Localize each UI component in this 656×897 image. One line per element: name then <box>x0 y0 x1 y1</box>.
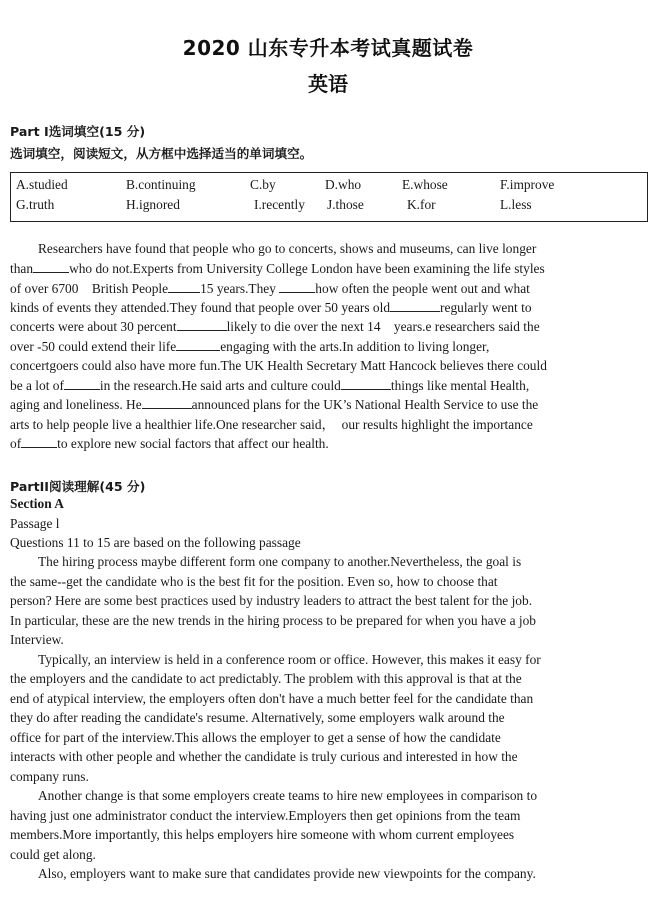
passage1-line-10: arts to help people live a healthier life.One researcher said， our results highlight the importance <box>10 417 533 432</box>
answer-blank-7[interactable] <box>64 378 100 390</box>
passage2-line-8: end of atypical interview, the employers often don't have a much better feel for the candidate than <box>10 691 534 706</box>
answer-blank-4[interactable] <box>390 300 440 312</box>
passage1-line-5: concerts were about 30 percent likely to die over the next 14 years.e researchers said the <box>10 319 540 334</box>
passage2-line-7: the employers and the candidate to act predictably. The problem with this approval is that at the <box>10 671 522 686</box>
passage1-line-11: of to explore new social factors that affect our health. <box>10 436 329 451</box>
passage2-line-16: could get along. <box>10 847 96 862</box>
part1-instruction: 选词填空，阅读短文，从方框中选择适当的单词填空。 <box>10 146 313 161</box>
passage2-line-1: The hiring process maybe different form one company to another.Nevertheless, the goal is <box>38 554 522 569</box>
passage2-line-9: they do after reading the candidate's resume. Alternatively, some employers walk around the <box>10 710 505 725</box>
passage1-line-3: of over 6700 British People 15 years.They how often the people went out and what <box>10 281 530 296</box>
option-g: G.truth <box>16 197 55 212</box>
questions-note: Questions 11 to 15 are based on the following passage <box>10 535 301 550</box>
passage2-line-12: company runs. <box>10 769 89 784</box>
option-b: B.continuing <box>126 177 196 192</box>
passage2-line-17: Also, employers want to make sure that candidates provide new viewpoints for the company. <box>38 866 536 881</box>
passage1-line-2: than who do not.Experts from University College London have been examining the life styles <box>10 261 545 276</box>
passage2-line-14: having just one administrator conduct the interview.Employers then get opinions from the team <box>10 808 521 823</box>
passage1-line-1: Researchers have found that people who go to concerts, shows and museums, can live longer <box>38 241 537 256</box>
passage-label: Passage l <box>10 516 60 531</box>
exam-subject: 英语 <box>308 72 348 96</box>
passage2-line-5: Interview. <box>10 632 64 647</box>
passage2-line-15: members.More importantly, this helps employers hire someone with whom current employees <box>10 827 515 842</box>
passage1-line-4: kinds of events they attended.They found that people over 50 years old regularly went to <box>10 300 532 315</box>
answer-blank-3[interactable] <box>279 281 315 293</box>
option-i: I.recently <box>254 197 305 212</box>
passage2-line-11: interacts with other people and whether the candidate is truly curious and interested in how the <box>10 749 518 764</box>
option-h: H.ignored <box>126 197 180 212</box>
word-options-box <box>10 172 648 222</box>
passage2-line-2: the same--get the candidate who is the best fit for the position. Even so, how to choose that <box>10 574 498 589</box>
exam-title: 2020 山东专升本考试真题试卷 <box>182 36 474 60</box>
passage1-line-6: over -50 could extend their life engaging with the arts.In addition to living longer, <box>10 339 490 354</box>
passage1-line-7: concertgoers could also have more fun.The UK Health Secretary Matt Hancock believes there could <box>10 358 547 373</box>
option-j: J.those <box>327 197 364 212</box>
passage1-line-9: aging and loneliness. He announced plans for the UK’s National Health Service to use the <box>10 397 539 412</box>
section-a-heading: Section A <box>10 496 64 511</box>
option-f: F.improve <box>500 177 555 192</box>
option-d: D.who <box>325 177 362 192</box>
passage2-line-13: Another change is that some employers create teams to hire new employees in comparison to <box>38 788 538 803</box>
passage2-line-3: person? Here are some best practices used by industry leaders to attract the best talent for the job. <box>10 593 533 608</box>
option-l: L.less <box>500 197 532 212</box>
part2-heading: PartII阅读理解(45 分) <box>10 479 146 494</box>
passage2-line-10: office for part of the interview.This allows the employer to get a sense of how the candidate <box>10 730 501 745</box>
option-c: C.by <box>250 177 276 192</box>
passage2-line-4: In particular, these are the new trends in the hiring process to be prepared for when you have a job <box>10 613 536 628</box>
answer-blank-1[interactable] <box>33 261 69 273</box>
answer-blank-2[interactable] <box>168 281 200 293</box>
answer-blank-6[interactable] <box>176 339 220 351</box>
answer-blank-5[interactable] <box>177 319 227 331</box>
answer-blank-10[interactable] <box>21 436 57 448</box>
answer-blank-8[interactable] <box>341 378 391 390</box>
part1-heading: Part I选词填空(15 分) <box>10 124 146 139</box>
passage1-line-8: be a lot of in the research.He said arts and culture could things like mental Health, <box>10 378 530 393</box>
passage2-line-6: Typically, an interview is held in a conference room or office. However, this makes it easy for <box>38 652 541 667</box>
option-e: E.whose <box>402 177 448 192</box>
answer-blank-9[interactable] <box>142 397 192 409</box>
option-a: A.studied <box>16 177 68 192</box>
option-k: K.for <box>407 197 436 212</box>
